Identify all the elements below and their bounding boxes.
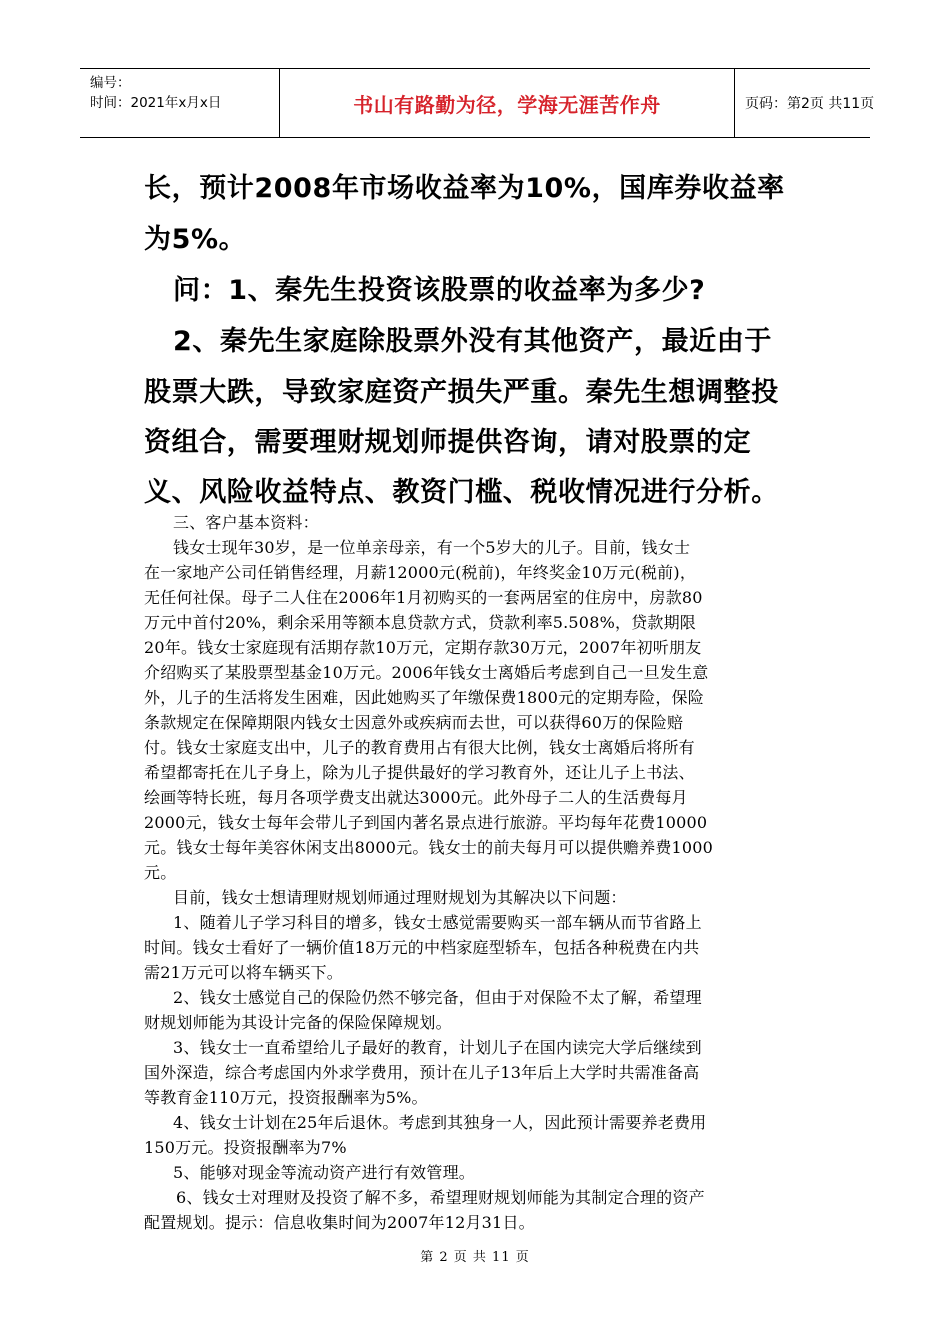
- list-item: 2、钱女士感觉自己的保险仍然不够完备，但由于对保险不太了解，希望理: [173, 988, 702, 1007]
- body-line-large: 为5%。: [144, 224, 247, 255]
- paragraph-line: 等教育金110万元，投资报酬率为5%。: [144, 1088, 428, 1107]
- paragraph-line: 元。: [144, 863, 177, 882]
- body-line-large: 资组合，需要理财规划师提供咨询，请对股票的定: [144, 427, 752, 458]
- section-heading: 三、客户基本资料：: [173, 513, 319, 532]
- doc-number-label: 编号：: [90, 75, 131, 91]
- body-line-large: 义、风险收益特点、教资门槛、税收情况进行分析。: [144, 477, 779, 508]
- header-meta: [80, 69, 280, 137]
- list-item: 6、钱女士对理财及投资了解不多，希望理财规划师能为其制定合理的资产: [176, 1188, 705, 1207]
- question-1: 问：1、秦先生投资该股票的收益率为多少?: [173, 275, 706, 306]
- paragraph-line: 条款规定在保障期限内钱女士因意外或疾病而去世，可以获得60万的保险赔: [144, 713, 684, 732]
- paragraph-line: 目前，钱女士想请理财规划师通过理财规划为其解决以下问题：: [173, 888, 627, 907]
- paragraph-line: 配置规划。提示：信息收集时间为2007年12月31日。: [144, 1213, 535, 1232]
- body-line-large: 股票大跌，导致家庭资产损失严重。秦先生想调整投: [144, 377, 779, 408]
- list-item: 5、能够对现金等流动资产进行有效管理。: [173, 1163, 475, 1182]
- paragraph-line: 150万元。投资报酬率为7%: [144, 1138, 347, 1157]
- header-motto: 书山有路勤为径，学海无涯苦作舟: [280, 69, 735, 137]
- doc-date-label: 时间：2021年x月x日: [90, 95, 222, 111]
- paragraph-line: 财规划师能为其设计完备的保险保障规划。: [144, 1013, 452, 1032]
- paragraph-line: 时间。钱女士看好了一辆价值18万元的中档家庭型轿车，包括各种税费在内共: [144, 938, 700, 957]
- paragraph-line: 介绍购买了某股票型基金10万元。2006年钱女士离婚后考虑到自己一旦发生意: [144, 663, 709, 682]
- paragraph-line: 20年。钱女士家庭现有活期存款10万元，定期存款30万元，2007年初听朋友: [144, 638, 702, 657]
- page-header: [80, 68, 875, 138]
- paragraph-line: 绘画等特长班，每月各项学费支出就达3000元。此外母子二人的生活费每月: [144, 788, 688, 807]
- paragraph-line: 钱女士现年30岁，是一位单亲母亲，有一个5岁大的儿子。目前，钱女士: [173, 538, 691, 557]
- list-item: 1、随着儿子学习科目的增多，钱女士感觉需要购买一部车辆从而节省路上: [173, 913, 702, 932]
- paragraph-line: 付。钱女士家庭支出中，儿子的教育费用占有很大比例，钱女士离婚后将所有: [144, 738, 695, 757]
- list-item: 3、钱女士一直希望给儿子最好的教育，计划儿子在国内读完大学后继续到: [173, 1038, 702, 1057]
- paragraph-line: 2000元，钱女士每年会带儿子到国内著名景点进行旅游。平均每年花费10000: [144, 813, 708, 832]
- paragraph-line: 在一家地产公司任销售经理，月薪12000元(税前)，年终奖金10万元(税前)，: [144, 563, 697, 582]
- header-page-number: 页码：第2页 共11页: [745, 96, 875, 112]
- paragraph-line: 无任何社保。母子二人住在2006年1月初购买的一套两居室的住房中，房款80: [144, 588, 703, 607]
- paragraph-line: 希望都寄托在儿子身上，除为儿子提供最好的学习教育外，还让儿子上书法、: [144, 763, 695, 782]
- paragraph-line: 外，儿子的生活将发生困难，因此她购买了年缴保费1800元的定期寿险，保险: [144, 688, 704, 707]
- page-footer: 第 2 页 共 11 页: [420, 1250, 530, 1265]
- list-item: 4、钱女士计划在25年后退休。考虑到其独身一人，因此预计需要养老费用: [173, 1113, 707, 1132]
- paragraph-line: 需21万元可以将车辆买下。: [144, 963, 343, 982]
- paragraph-line: 国外深造，综合考虑国内外求学费用，预计在儿子13年后上大学时共需准备高: [144, 1063, 700, 1082]
- body-line-large: 长，预计2008年市场收益率为10%，国库券收益率: [144, 173, 785, 204]
- paragraph-line: 万元中首付20%，剩余采用等额本息贷款方式，贷款利率5.508%，贷款期限: [144, 613, 696, 632]
- paragraph-line: 元。钱女士每年美容休闲支出8000元。钱女士的前夫每月可以提供赡养费1000: [144, 838, 714, 857]
- question-2: 2、秦先生家庭除股票外没有其他资产，最近由于: [173, 326, 772, 357]
